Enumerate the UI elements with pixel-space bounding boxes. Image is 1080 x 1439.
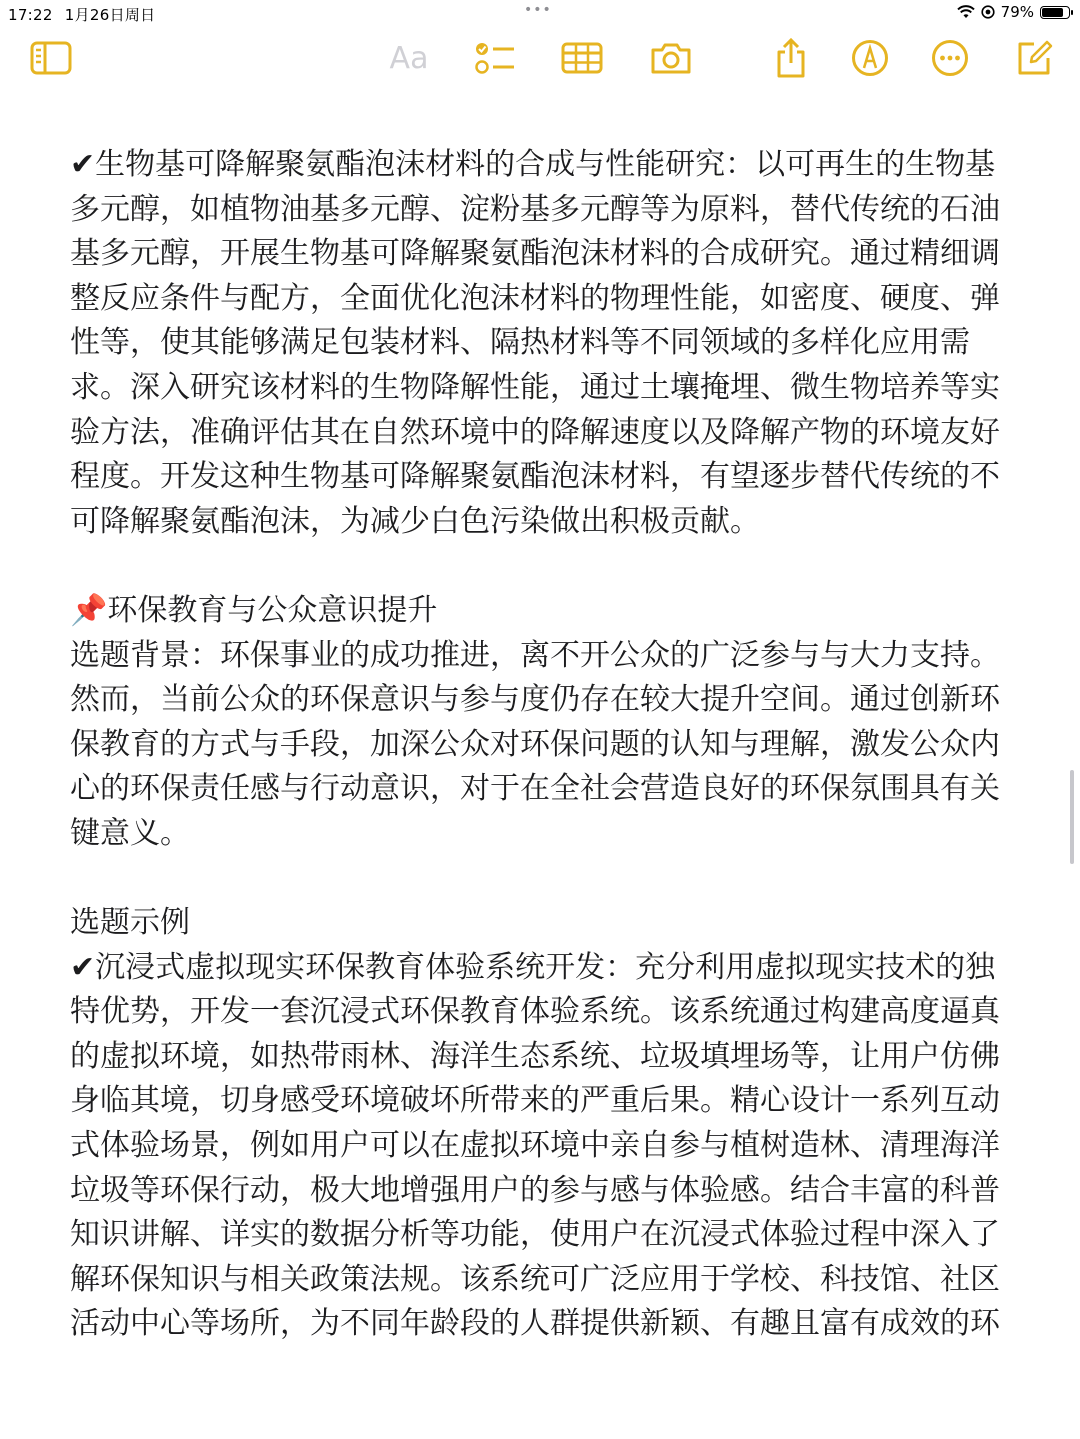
- check-mark-icon: ✔: [70, 147, 96, 182]
- camera-icon: [649, 41, 693, 75]
- note-item-vr: [70, 946, 1020, 1347]
- share-button[interactable]: [775, 34, 807, 82]
- sidebar-icon: [30, 41, 72, 75]
- notes-toolbar: [0, 30, 1080, 88]
- table-icon: [561, 42, 603, 74]
- format-text-button[interactable]: [385, 34, 433, 82]
- item-title: 沉浸式虚拟现实环保教育体验系统开发：: [95, 949, 636, 985]
- compose-button[interactable]: [1014, 34, 1054, 82]
- sidebar-button[interactable]: [28, 34, 74, 82]
- more-button[interactable]: [931, 34, 969, 82]
- section-title: 环保教育与公众意识提升: [107, 592, 438, 628]
- section-heading: [70, 589, 1020, 634]
- more-icon: [931, 39, 969, 77]
- examples-heading: 选题示例: [70, 905, 190, 941]
- camera-button[interactable]: [649, 34, 693, 82]
- background-body: 环保事业的成功推进，离不开公众的广泛参与与大力支持。然而，当前公众的环保意识与参与度仍存在较大提升空间。通过创新环保教育的方式与手段，加深公众对环保问题的认知与理解，激发公众内心的环保责任感与行动意识，对于在全社会营造良好的环保氛围具有关键意义。: [70, 637, 1000, 851]
- table-button[interactable]: [561, 34, 603, 82]
- markup-pen-icon: [851, 39, 889, 77]
- multitasking-dots[interactable]: •••: [524, 2, 552, 18]
- note-item-biofoam: [70, 143, 1020, 544]
- battery-icon: [1040, 6, 1070, 19]
- background-paragraph: [70, 634, 1020, 857]
- background-label: 选题背景：: [70, 637, 220, 673]
- checklist-icon: [474, 40, 516, 76]
- item-body: 以可再生的生物基多元醇，如植物油基多元醇、淀粉基多元醇等为原料，替代传统的石油基多元醇，开展生物基可降解聚氨酯泡沫材料的合成研究。通过精细调整反应条件与配方，全面优化泡沫材料的物理性能，如密度、硬度、弹性等，使其能够满足包装材料、隔热材料等不同领域的多样化应用需求。深入研究该材料的生物降解性能，通过土壤掩埋、微生物培养等实验方法，准确评估其在自然环境中的降解速度以及降解产物的环境友好程度。开发这种生物基可降解聚氨酯泡沫材料，有望逐步替代传统的不可降解聚氨酯泡沫，为减少白色污染做出积极贡献。: [70, 147, 1000, 539]
- status-date: 1月26日周日: [64, 6, 156, 24]
- note-body[interactable]: [70, 143, 1020, 1347]
- scrollbar[interactable]: [1070, 770, 1074, 864]
- status-time: 17:22: [8, 6, 53, 24]
- format-text-icon: Aa: [389, 40, 429, 76]
- check-mark-icon: ✔: [70, 949, 96, 985]
- item-title: 生物基可降解聚氨酯泡沫材料的合成与性能研究：: [95, 147, 756, 182]
- battery-percent: 79%: [1000, 3, 1034, 21]
- markup-button[interactable]: [851, 34, 889, 82]
- item-body: 充分利用虚拟现实技术的独特优势，开发一套沉浸式环保教育体验系统。该系统通过构建高度逼真的虚拟环境，如热带雨林、海洋生态系统、垃圾填埋场等，让用户仿佛身临其境，切身感受环境破坏所带来的严重后果。精心设计一系列互动式体验场景，例如用户可以在虚拟环境中亲自参与植树造林、清理海洋垃圾等环保行动，极大地增强用户的参与感与体验感。结合丰富的科普知识讲解、详实的数据分析等功能，使用户在沉浸式体验过程中深入了解环保知识与相关政策法规。该系统可广泛应用于学校、科技馆、社区活动中心等场所，为不同年龄段的人群提供新颖、有趣且富有成效的环: [70, 949, 1000, 1342]
- pushpin-icon: 📌: [70, 592, 108, 628]
- checklist-button[interactable]: [474, 34, 516, 82]
- compose-icon: [1014, 38, 1054, 78]
- share-icon: [775, 37, 807, 79]
